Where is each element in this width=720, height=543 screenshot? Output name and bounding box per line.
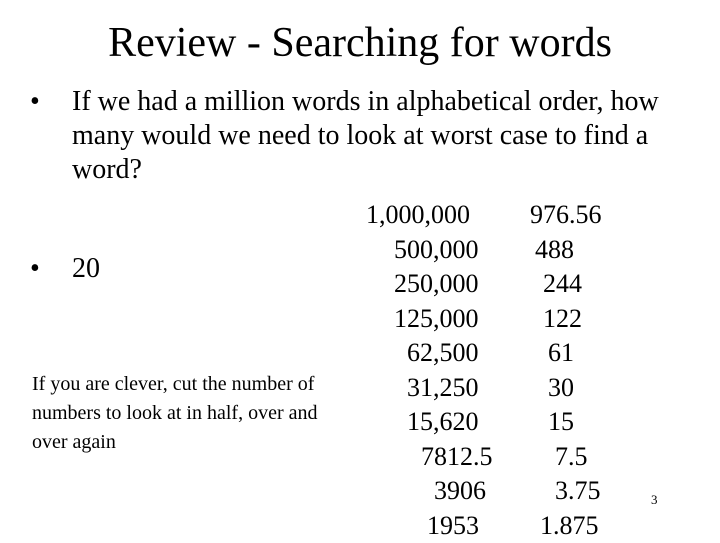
right-value: 244 [495, 267, 645, 302]
page-number: 3 [651, 492, 658, 508]
bullet-question-text: If we had a million words in alphabetical order, how many would we need to look at worst case to find a word? [30, 85, 690, 187]
bullet-dot: • [30, 85, 40, 119]
halving-column-right [495, 198, 645, 543]
right-value: 15 [495, 405, 645, 440]
left-value: 3906 [340, 474, 490, 509]
slide-title: Review - Searching for words [0, 18, 720, 68]
left-value: 15,620 [340, 405, 490, 440]
bullet-dot: • [30, 252, 40, 286]
right-value: 7.5 [495, 440, 645, 475]
bullet-question [30, 85, 690, 187]
right-value: 30 [495, 371, 645, 406]
left-value: 1953 [340, 509, 490, 543]
right-value: 488 [495, 233, 645, 268]
bullet-answer [30, 252, 230, 286]
left-value: 125,000 [340, 302, 490, 337]
hint-note: If you are clever, cut the number of numbers to look at in half, over and over again [32, 370, 352, 457]
left-value: 31,250 [340, 371, 490, 406]
right-value: 3.75 [495, 474, 645, 509]
right-value: 61 [495, 336, 645, 371]
right-value: 122 [495, 302, 645, 337]
right-value: 976.56 [495, 198, 645, 233]
left-value: 500,000 [340, 233, 490, 268]
bullet-answer-text: 20 [30, 252, 230, 286]
left-value: 7812.5 [340, 440, 490, 475]
left-value: 1,000,000 [340, 198, 490, 233]
left-value: 62,500 [340, 336, 490, 371]
left-value: 250,000 [340, 267, 490, 302]
halving-column-left [340, 198, 490, 543]
right-value: 1.875 [495, 509, 645, 543]
